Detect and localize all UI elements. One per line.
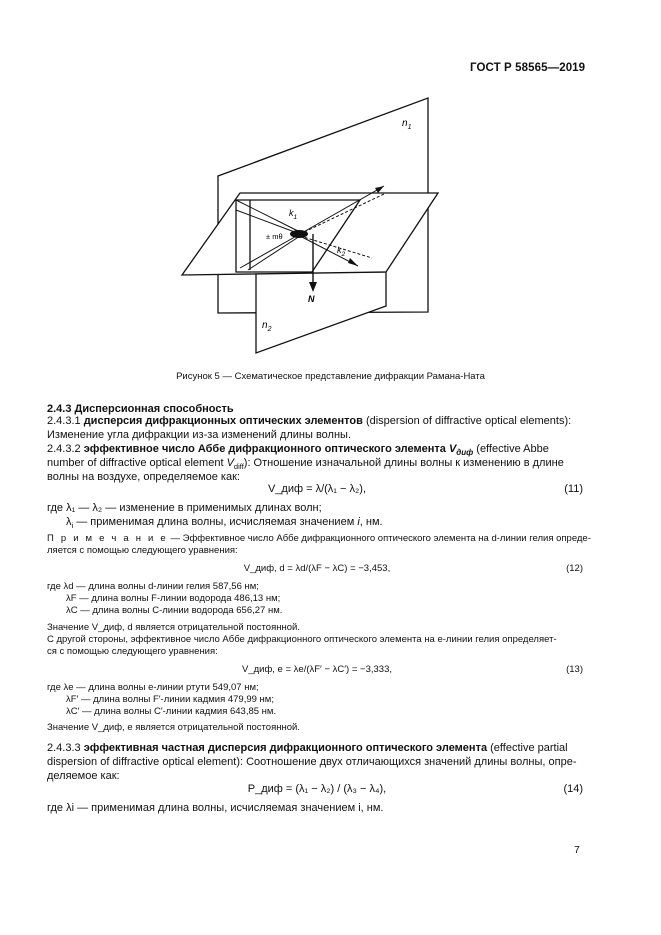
- figure-caption: Рисунок 5 — Схематическое представление дифракции Рамана-Ната: [176, 371, 485, 382]
- para-2432-line2: number of diffractive optical element $V_{diff}$): Отношение изначальной длины волны к изменению в длине: [47, 457, 564, 472]
- note-line1: П р и м е ч а н и е — Эффективное число Аббе дифракционного оптического элемента на d-линии гелия опреде-: [47, 533, 591, 544]
- para-2431-line1: 2.4.3.1 дисперсия дифракционных оптических элементов (dispersion of diffractive optical elements):: [47, 415, 572, 427]
- para-2432-line1: 2.4.3.2 эффективное число Аббе дифракционного оптического элемента $V_{диф}$ (effective Abbe: [47, 443, 549, 458]
- where-lambda-c: λC — длина волны С-линии водорода 656,27 нм.: [66, 605, 283, 616]
- normal-label: N: [308, 294, 315, 304]
- equation-13: V_диф, e = λe/(λF′ − λC′) = −3,333,: [241, 664, 392, 675]
- para-2433-line3: деляемое как:: [47, 770, 120, 782]
- equation-14-number: (14): [563, 783, 583, 795]
- value-d-statement: Значение V_диф, d является отрицательной постоянной.: [47, 622, 300, 633]
- k2-label: $k_2$: [337, 245, 346, 258]
- where-lambda-f: λF — длина волны F-линии водорода 486,13 нм;: [66, 593, 281, 604]
- n1-label: $n_1$: [402, 118, 412, 131]
- para-2432-line3: волны на воздухе, определяемое как:: [47, 471, 240, 483]
- page-number: 7: [574, 844, 580, 856]
- para-2431-line2: Изменение угла дифракции из-за изменений длины волны.: [47, 429, 352, 441]
- where-lambda-i-final: где λi — применимая длина волны, исчисляемая значением i, нм.: [47, 802, 384, 814]
- where-lambda-d: где λd — длина волны d-линии гелия 587,56 нм;: [47, 581, 259, 592]
- equation-11: V_диф = λ/(λ₁ − λ₂),: [267, 483, 367, 495]
- equation-12-number: (12): [566, 563, 583, 574]
- other-side-line1: С другой стороны, эффективное число Аббе дифракционного оптического элемента на e-линии гелия определяет-: [47, 634, 557, 645]
- n2-label: $n_2$: [262, 320, 272, 333]
- angle-label: ± mθ: [266, 232, 283, 241]
- plane-n2: [256, 272, 386, 353]
- value-e-statement: Значение V_диф, e является отрицательной постоянной.: [47, 722, 300, 733]
- other-side-line2: ся с помощью следующего уравнения:: [47, 646, 218, 657]
- para-2433-line1: 2.4.3.3 эффективная частная дисперсия дифракционного оптического элемента (effective partial: [47, 742, 568, 754]
- k1-label: $k_1$: [289, 208, 298, 221]
- where-lambda-f-prime: λF′ — длина волны F′-линии кадмия 479,99 нм;: [66, 694, 274, 705]
- equation-11-number: (11): [564, 483, 583, 495]
- equation-12: V_диф, d = λd/(λF − λC) = −3,453,: [243, 563, 391, 574]
- equation-13-number: (13): [566, 664, 583, 675]
- equation-14: P_диф = (λ₁ − λ₂) / (λ₃ − λ₄),: [247, 783, 387, 795]
- where-lambda-e: где λe — длина волны e-линии ртути 549,07 нм;: [47, 682, 259, 693]
- where-lambda-12: где λ₁ — λ₂ — изменение в применимых длинах волн;: [47, 502, 322, 514]
- standard-header: ГОСТ Р 58565—2019: [470, 62, 586, 74]
- para-2433-line2: dispersion of diffractive optical element): Соотношение двух отличающихся значений длины волны, опре-: [47, 756, 577, 768]
- raman-nath-diagram: [150, 95, 480, 365]
- section-title: 2.4.3 Дисперсионная способность: [47, 403, 234, 415]
- note-line2: ляется с помощью следующего уравнения:: [47, 545, 238, 556]
- where-lambda-i: $\lambda_i$ — применимая длина волны, исчисляемая значением i, нм.: [66, 516, 383, 531]
- where-lambda-c-prime: λC′ — длина волны C′-линии кадмия 643,85 нм.: [66, 706, 277, 717]
